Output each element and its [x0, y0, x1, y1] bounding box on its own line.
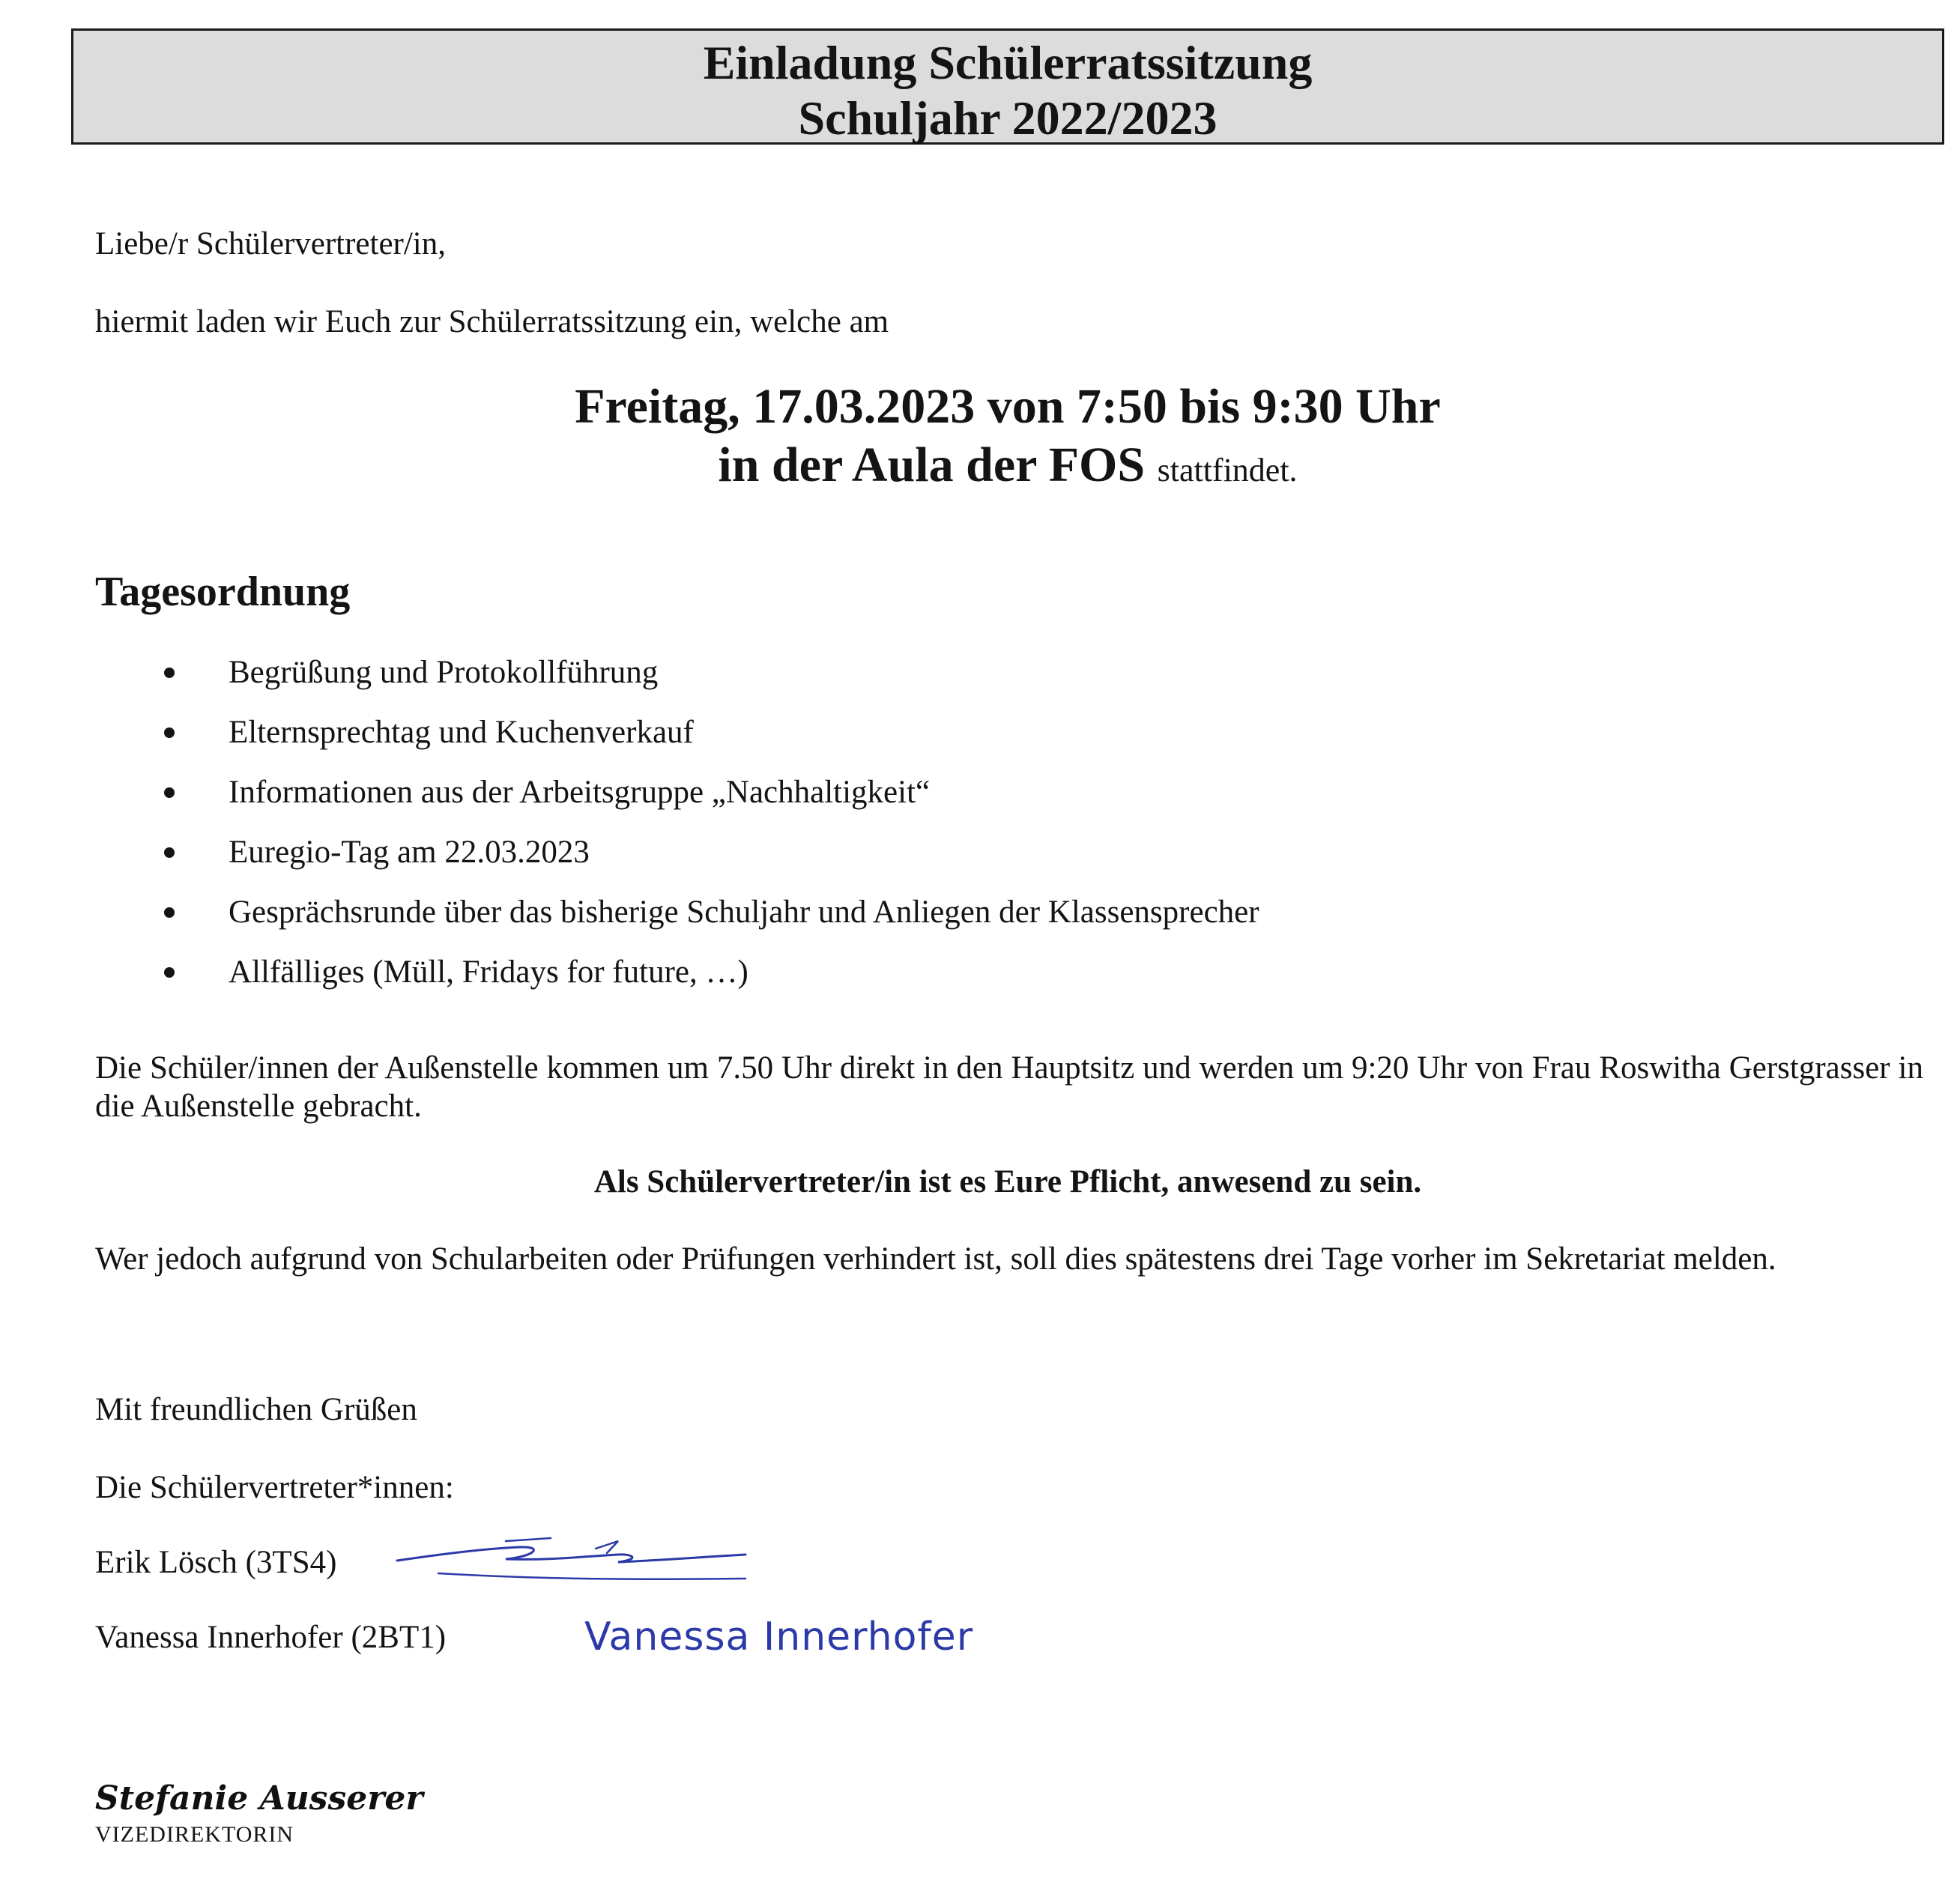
bullet-icon: [164, 907, 175, 918]
duty-statement: Als Schülervertreter/in ist es Eure Pflicht, anwesend zu sein.: [593, 1164, 1422, 1199]
agenda-item: Allfälliges (Müll, Fridays for future, …): [95, 953, 1259, 1013]
agenda-item: Euregio-Tag am 22.03.2023: [95, 833, 1259, 893]
representative-2: Vanessa Innerhofer (2BT1): [95, 1620, 447, 1655]
representatives-label: Die Schülervertreter*innen:: [95, 1470, 454, 1505]
representative-1: Erik Lösch (3TS4): [95, 1545, 337, 1580]
vanessa-signature: Vanessa Innerhofer: [584, 1615, 974, 1659]
event-date-time: Freitag, 17.03.2023 von 7:50 bis 9:30 Uhr: [575, 379, 1441, 434]
agenda-item: Informationen aus der Arbeitsgruppe „Nachhaltigkeit“: [95, 773, 1259, 833]
bullet-icon: [164, 787, 175, 798]
school-year-title: Schuljahr 2022/2023: [798, 91, 1218, 145]
absence-note: Wer jedoch aufgrund von Schularbeiten oder Prüfungen verhindert ist, soll dies spätestens drei Tage vorher im Sekretariat melden.: [95, 1241, 1776, 1277]
erik-signature-icon: [393, 1532, 768, 1592]
agenda-item: Elternsprechtag und Kuchenverkauf: [95, 713, 1259, 773]
agenda-item: Begrüßung und Protokollführung: [95, 653, 1259, 713]
event-location-suffix: stattfindet.: [1157, 452, 1298, 488]
greeting: Liebe/r Schülervertreter/in,: [95, 226, 447, 261]
bullet-icon: [164, 967, 175, 978]
agenda-item: Gesprächsrunde über das bisherige Schuljahr und Anliegen der Klassensprecher: [95, 893, 1259, 953]
intro-text: hiermit laden wir Euch zur Schülerratssitzung ein, welche am: [95, 304, 889, 339]
closing-regards: Mit freundlichen Grüßen: [95, 1392, 417, 1427]
vice-director-signature: Stefanie Ausserer: [95, 1779, 423, 1818]
event-location: [71, 437, 1944, 499]
vice-director-title: VIZEDIREKTORIN: [95, 1822, 294, 1847]
document-title: Einladung Schülerratssitzung: [703, 36, 1313, 89]
bullet-icon: [164, 727, 175, 738]
branch-note: Die Schüler/innen der Außenstelle kommen um 7.50 Uhr direkt in den Hauptsitz und werden um 9:20 Uhr von Frau Roswitha Gerstgrasser in die Außenstelle gebracht.: [95, 1050, 1923, 1124]
title-box: [71, 28, 1944, 145]
bullet-icon: [164, 847, 175, 858]
agenda-heading: Tagesordnung: [95, 569, 351, 615]
bullet-icon: [164, 668, 175, 678]
agenda-list: [95, 653, 1259, 1013]
event-location-bold: in der Aula der FOS: [718, 438, 1146, 492]
